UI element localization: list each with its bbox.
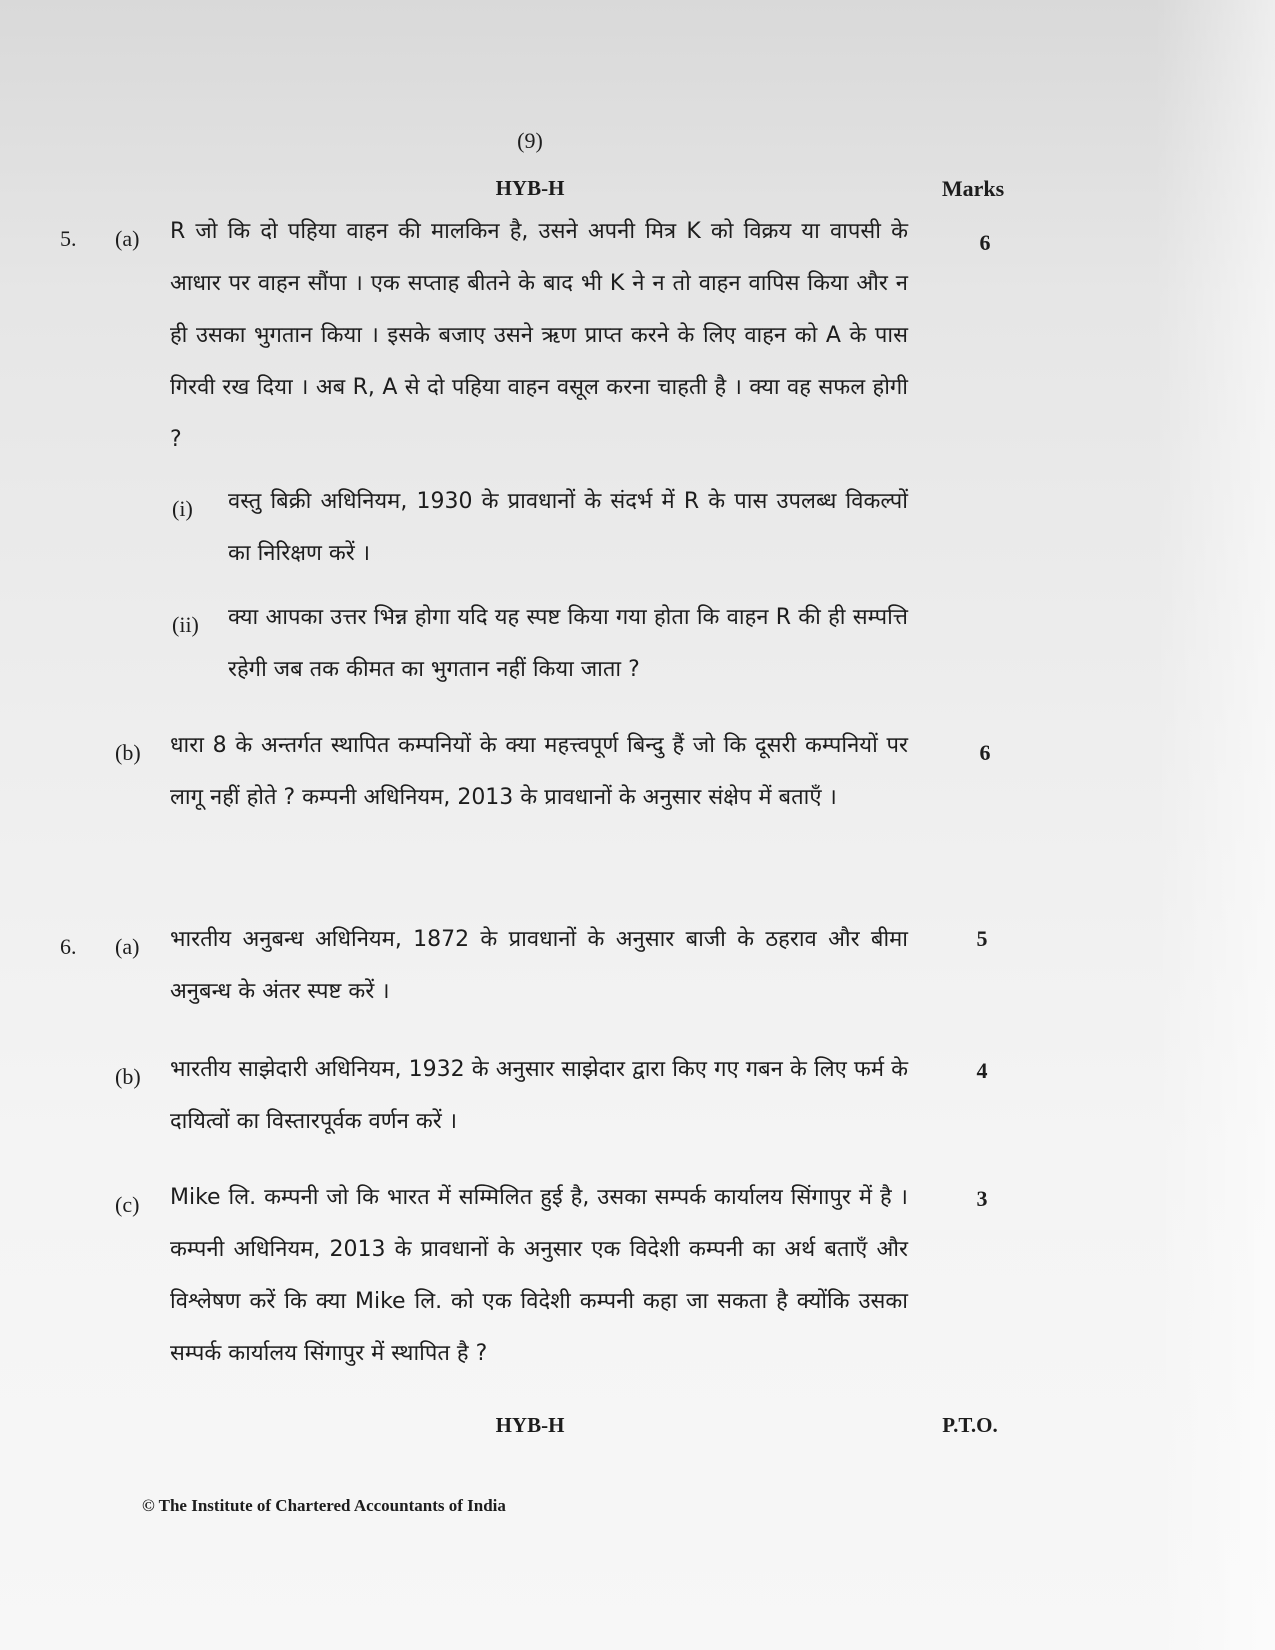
marks-column-heading: Marks bbox=[941, 176, 1005, 201]
question-text: भारतीय अनुबन्ध अधिनियम, 1872 के प्रावधानों के अनुसार बाजी के ठहराव और बीमा अनुबन्ध के अंतर स्पष्ट करें । bbox=[170, 927, 908, 1004]
marks-value: 4 bbox=[976, 1058, 988, 1083]
subpart-label: (ii) bbox=[172, 612, 199, 637]
part-label: (b) bbox=[115, 740, 141, 765]
subpart-text: क्या आपका उत्तर भिन्न होगा यदि यह स्पष्ट किया गया होता कि वाहन R की ही सम्पत्ति रहेगी जब तक कीमत का भुगतान नहीं किया जाता ? bbox=[228, 605, 908, 682]
page-number: (9) bbox=[517, 128, 543, 153]
question-text: धारा 8 के अन्तर्गत स्थापित कम्पनियों के क्या महत्त्वपूर्ण बिन्दु हैं जो कि दूसरी कम्पनियों पर लागू नहीं होते ? कम्पनी अधिनियम, 2013 के प्रावधानों के अनुसार संक्षेप में बताएँ । bbox=[170, 733, 908, 810]
copyright-notice: © The Institute of Chartered Accountants of India bbox=[142, 1496, 506, 1515]
part-label: (b) bbox=[115, 1064, 141, 1089]
part-label: (c) bbox=[115, 1192, 140, 1217]
paper-code-header: HYB-H bbox=[495, 176, 565, 200]
scan-edge-shade bbox=[1155, 0, 1275, 1650]
question-text: R जो कि दो पहिया वाहन की मालकिन है, उसने अपनी मित्र K को विक्रय या वापसी के आधार पर वाहन सौंपा । एक सप्ताह बीतने के बाद भी K ने न तो वाहन वापिस किया और न ही उसका भुगतान किया । इसके बजाए उसने ऋण प्राप्त करने के लिए वाहन को A के पास गिरवी रख दिया । अब R, A से दो पहिया वाहन वसूल करना चाहती है । क्या वह सफल होगी ? bbox=[170, 219, 908, 452]
question-text: Mike लि. कम्पनी जो कि भारत में सम्मिलित हुई है, उसका सम्पर्क कार्यालय सिंगापुर में है । कम्पनी अधिनियम, 2013 के प्रावधानों के अनुसार एक विदेशी कम्पनी का अर्थ बताएँ और विश्लेषण करें कि क्या Mike लि. को एक विदेशी कम्पनी कहा जा सकता है क्योंकि उसका सम्पर्क कार्यालय सिंगापुर में स्थापित है ? bbox=[170, 1185, 908, 1366]
part-label: (a) bbox=[115, 934, 140, 959]
marks-value: 6 bbox=[979, 740, 991, 765]
paper-code-footer: HYB-H bbox=[495, 1413, 565, 1437]
question-text: भारतीय साझेदारी अधिनियम, 1932 के अनुसार साझेदार द्वारा किए गए गबन के लिए फर्म के दायित्वों का विस्तारपूर्वक वर्णन करें । bbox=[170, 1057, 908, 1134]
subpart-text: वस्तु बिक्री अधिनियम, 1930 के प्रावधानों के संदर्भ में R के पास उपलब्ध विकल्पों का निरिक्षण करें । bbox=[228, 489, 908, 566]
question-number: 5. bbox=[60, 226, 77, 251]
marks-value: 3 bbox=[976, 1186, 988, 1211]
marks-value: 5 bbox=[976, 926, 988, 951]
marks-value: 6 bbox=[979, 230, 991, 255]
part-label: (a) bbox=[115, 226, 140, 251]
pto-label: P.T.O. bbox=[942, 1413, 998, 1437]
subpart-label: (i) bbox=[172, 496, 193, 521]
question-number: 6. bbox=[60, 934, 77, 959]
